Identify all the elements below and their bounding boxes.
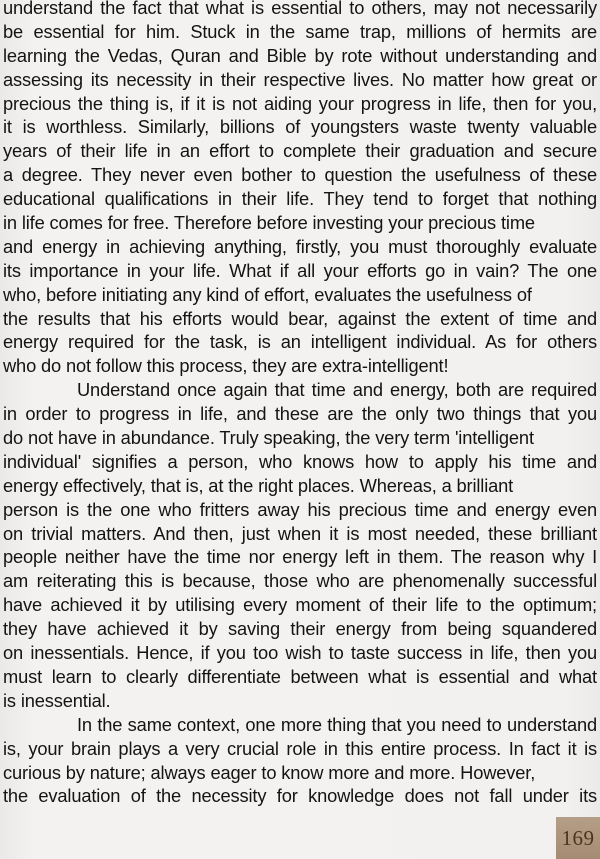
text-line: and energy in achieving anything, firstly, you must thoroughly evaluate [3,235,597,257]
text-line: in life comes for free. Therefore before investing your precious time [3,212,535,234]
text-line: am reiterating this is because, those who are phenomenally successful [3,570,597,592]
body-text [3,0,597,808]
text-line: energy required for the task, is an intelligent individual. As for others [3,331,597,353]
text-line: be essential for him. Stuck in the same trap, millions of hermits are [3,20,597,42]
text-line: is, your brain plays a very crucial role in this entire process. In fact it is [3,737,597,759]
text-line: understand the fact that what is essential to others, may not necessarily [3,0,597,18]
text-line: the evaluation of the necessity for knowledge does not fall under its [3,785,597,807]
text-line: educational qualifications in their life. They tend to forget that nothing [3,188,597,210]
text-line: the results that his efforts would bear, against the extent of time and [3,307,597,329]
text-line: have achieved it by utilising every moment of their life to the optimum; [3,594,597,616]
text-line: is inessential. [3,689,111,711]
text-line: In the same context, one more thing that you need to understand [77,713,597,735]
text-line: assessing its necessity in their respective lives. No matter how great or [3,68,597,90]
text-line: learning the Vedas, Quran and Bible by rote without understanding and [3,44,597,66]
text-line: who, before initiating any kind of effort, evaluates the usefulness of [3,283,532,305]
text-line: a degree. They never even bother to question the usefulness of these [3,164,597,186]
text-line: Understand once again that time and energy, both are required [77,379,597,401]
text-line: individual' signifies a person, who knows how to apply his time and [3,450,597,472]
text-line: must learn to clearly differentiate between what is essential and what [3,665,597,687]
text-line: years of their life in an effort to complete their graduation and secure [3,140,597,162]
text-line: do not have in abundance. Truly speaking, the very term 'intelligent [3,427,534,449]
text-line: on inessentials. Hence, if you too wish to taste success in life, then you [3,642,597,664]
page-number: 169 [556,817,600,859]
text-line: energy effectively, that is, at the right places. Whereas, a brilliant [3,474,514,496]
text-line: curious by nature; always eager to know more and more. However, [3,761,536,783]
text-line: people neither have the time nor energy left in them. The reason why I [3,546,597,568]
text-line: precious the thing is, if it is not aiding your progress in life, then for you, [3,92,597,114]
text-line: its importance in your life. What if all your efforts go in vain? The one [3,259,597,281]
text-line: who do not follow this process, they are extra-intelligent! [3,355,449,377]
text-line: in order to progress in life, and these are the only two things that you [3,403,597,425]
text-line: person is the one who fritters away his precious time and energy even [3,498,597,520]
text-line: they have achieved it by saving their energy from being squandered [3,618,597,640]
text-line: on trivial matters. And then, just when it is most needed, these brilliant [3,522,597,544]
text-line: it is worthless. Similarly, billions of youngsters waste twenty valuable [3,116,597,138]
